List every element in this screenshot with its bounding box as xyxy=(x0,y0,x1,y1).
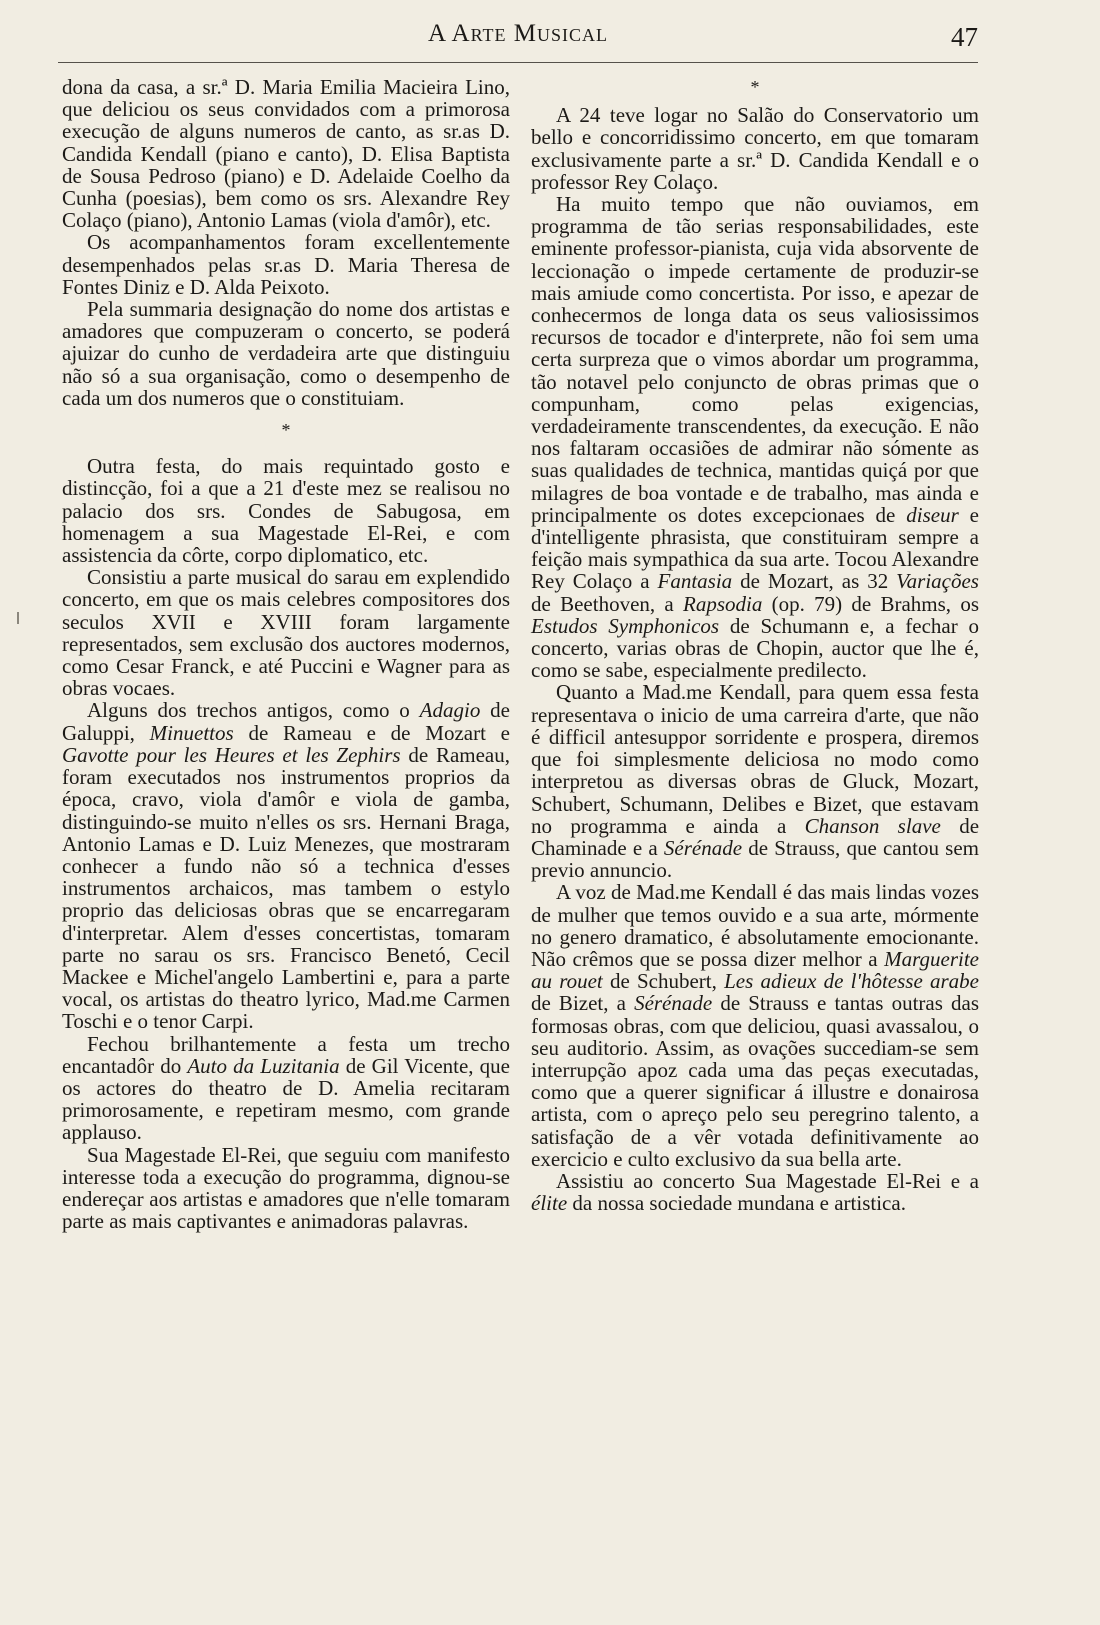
work-title: Rapsodia xyxy=(683,591,763,616)
paragraph xyxy=(531,881,979,1170)
section-separator: * xyxy=(281,420,291,441)
text-run: de Schubert, xyxy=(602,969,725,994)
text-run: de Galuppi, xyxy=(62,698,510,745)
text-run: de Strauss, que cantou sem previo annuncio. xyxy=(531,835,979,883)
text-run: de Gil Vicente, que os actores do theatro de D. Amelia recitaram primorosamente, e repetiram mesmo, com grande applauso. xyxy=(62,1053,510,1145)
text-run: Fechou brilhantemente a festa um trecho encantadôr do xyxy=(62,1031,510,1078)
header-rule xyxy=(58,62,978,63)
paragraph: dona da casa, a sr.ª D. Maria Emilia Macieira Lino, que deliciou os seus convidados com a primorosa execução de alguns numeros de canto, as sr.as D. Candida Kendall (piano e canto), D. Elisa Baptista de Sousa Pedroso (piano) e D. Adelaide Coelho da Cunha (poesias), bem como os srs. Alexandre Rey Colaço (piano), Antonio Lamas (viola d'amôr), etc. xyxy=(62,75,510,233)
paragraph xyxy=(531,681,979,881)
work-title: Variações xyxy=(896,569,979,594)
paragraph: Sua Magestade El-Rei, que seguiu com manifesto interesse toda a execução do programma, dignou-se endereçar aos artistas e amadores que n'elle tomaram parte as mais captivantes e animadoras palavras. xyxy=(62,1142,510,1234)
work-title: élite xyxy=(531,1191,568,1216)
paragraph: A 24 teve logar no Salão do Conservatorio um bello e concorridissimo concerto, em que tomaram exclusivamente parte a sr.ª D. Candida Kendall e o professor Rey Colaço. xyxy=(531,103,979,194)
work-title: Auto da Luzitania xyxy=(187,1053,340,1078)
text-run: de Schumann e, a fechar o concerto, varias obras de Chopin, auctor que lhe é, como se sabe, especialmente predilecto. xyxy=(531,613,979,683)
text-run: Assistiu ao concerto Sua Magestade El-Rei e a xyxy=(556,1168,979,1193)
text-run: e d'intelligente phrasista, que constituiram sempre a feição mais sympathica da sua arte. Tocou Alexandre Rey Colaço a xyxy=(531,502,979,594)
work-title: diseur xyxy=(906,502,959,527)
text-run: de Rameau e de Mozart e xyxy=(233,720,510,745)
text-run: (op. 79) de Brahms, os xyxy=(762,591,979,616)
running-title: A Arte Musical xyxy=(428,20,608,47)
work-title: Minuettos xyxy=(149,720,234,745)
paragraph: Pela summaria designação do nome dos artistas e amadores que compuzeram o concerto, se poderá ajuizar do cunho de verdadeira arte que distinguiu não só a sua organisação, como o desempenho de cada um dos numeros que o constituiam. xyxy=(62,297,510,410)
page-number: 47 xyxy=(951,22,978,52)
section-separator: * xyxy=(750,77,760,97)
work-title: Adagio xyxy=(419,698,481,723)
paragraph: Os acompanhamentos foram excellentemente desempenhados pelas sr.as D. Maria Theresa de Fontes Diniz e D. Alda Peixoto. xyxy=(62,230,510,299)
margin-mark xyxy=(17,612,19,624)
paragraph: Outra festa, do mais requintado gosto e distincção, foi a que a 21 d'este mez se realisou no palacio dos srs. Condes de Sabugosa, em homenagem a sua Magestade El-Rei, e com assistencia da côrte, corpo diplomatico, etc. xyxy=(62,454,510,568)
text-run: da nossa sociedade mundana e artistica. xyxy=(567,1191,906,1216)
work-title: Les adieux de l'hôtesse arabe xyxy=(724,969,979,994)
right-column xyxy=(531,76,979,1214)
text-run: de Mozart, as 32 xyxy=(732,569,897,594)
text-run: de Beethoven, a xyxy=(531,591,683,616)
text-run: A voz de Mad.me Kendall é das mais lindas vozes de mulher que temos ouvido e a sua arte, mórmente no genero dramatico, é absolutamente emocionante. Não crêmos que se possa dizer melhor a xyxy=(531,880,979,971)
paragraph xyxy=(531,1170,979,1214)
paragraph xyxy=(531,193,979,681)
work-title: Fantasia xyxy=(657,569,733,594)
page-header xyxy=(58,14,978,64)
paragraph: Consistiu a parte musical do sarau em explendido concerto, em que os mais celebres compositores dos seculos XVII e XVIII foram largamente representados, sem exclusão dos auctores modernos, como Cesar Franck, e até Puccini e Wagner para as obras vocaes. xyxy=(62,565,510,701)
left-column xyxy=(62,76,510,1232)
text-run: Alguns dos trechos antigos, como o xyxy=(87,698,420,723)
work-title: Sérénade xyxy=(663,835,743,860)
text-run: Quanto a Mad.me Kendall, para quem essa festa representava o inicio de uma carreira d'arte, que não é difficil antesuppor sorridente e prospera, diremos que foi simplesmente deliciosa no modo como interpretou as diversas obras de Gluck, Mozart, Schubert, Schumann, Delibes e Bizet, que estavam no programma e ainda a xyxy=(531,680,979,838)
paragraph xyxy=(62,699,510,1032)
work-title: Sérénade xyxy=(634,991,713,1016)
text-run: de Chaminade e a xyxy=(531,813,980,860)
work-title: Estudos Symphonicos xyxy=(531,613,720,638)
text-run: de Bizet, a xyxy=(531,991,635,1016)
work-title: Chanson slave xyxy=(804,813,941,838)
text-run: de Strauss e tantas outras das formosas obras, com que deliciou, quasi avassalou, o seu auditorio. Assim, as ovações succediam-se sem interrupção apoz cada uma das peças executadas, como que a querer significar á illustre e donairosa artista, com o apreço pelo seu peregrino talento, a satisfação de a vêr votada definitivamente ao exercicio e culto exclusivo da sua bella arte. xyxy=(531,991,979,1171)
work-title: Marguerite au rouet xyxy=(531,946,979,994)
work-title: Gavotte pour les Heures et les Zephirs xyxy=(62,742,401,767)
text-run: de Rameau, foram executados nos instrumentos proprios da época, cravo, viola d'amôr e viola de gamba, distinguindo-se muito n'elles os srs. Hernani Braga, Antonio Lamas e D. Luiz Menezes, que mostraram conhecer a fundo não só a technica d'esses instrumentos archaicos, mas tambem o estylo proprio das deliciosas obras que se encarregaram d'interpretar. Alem d'esses concertistas, tomaram parte no sarau os srs. Francisco Benetó, Cecil Mackee e Michel'angelo Lambertini e, para a parte vocal, os artistas do theatro lyrico, Mad.me Carmen Toschi e o tenor Carpi. xyxy=(62,742,510,1034)
text-run: Ha muito tempo que não ouviamos, em programma de tão serias responsabilidades, este eminente professor-pianista, cuja vida absorvente de leccionação o impede certamente de produzir-se mais amiude como concertista. Por isso, e apezar de conhecermos de longa data os seus valiosissimos recursos de tocador e d'interprete, não foi sem uma certa surpreza que o vimos abordar um programma, tão notavel pelo conjuncto de obras primas que o compunham, como pelas exigencias, verdadeiramente transcendentes, da execução. E não nos faltaram occasiões de admirar não sómente as suas qualidades de technica, mantidas quiçá por que milagres de boa vontade e de trabalho, mas ainda e principalmente os dotes excepcionaes de xyxy=(531,192,979,527)
paragraph xyxy=(62,1033,510,1144)
